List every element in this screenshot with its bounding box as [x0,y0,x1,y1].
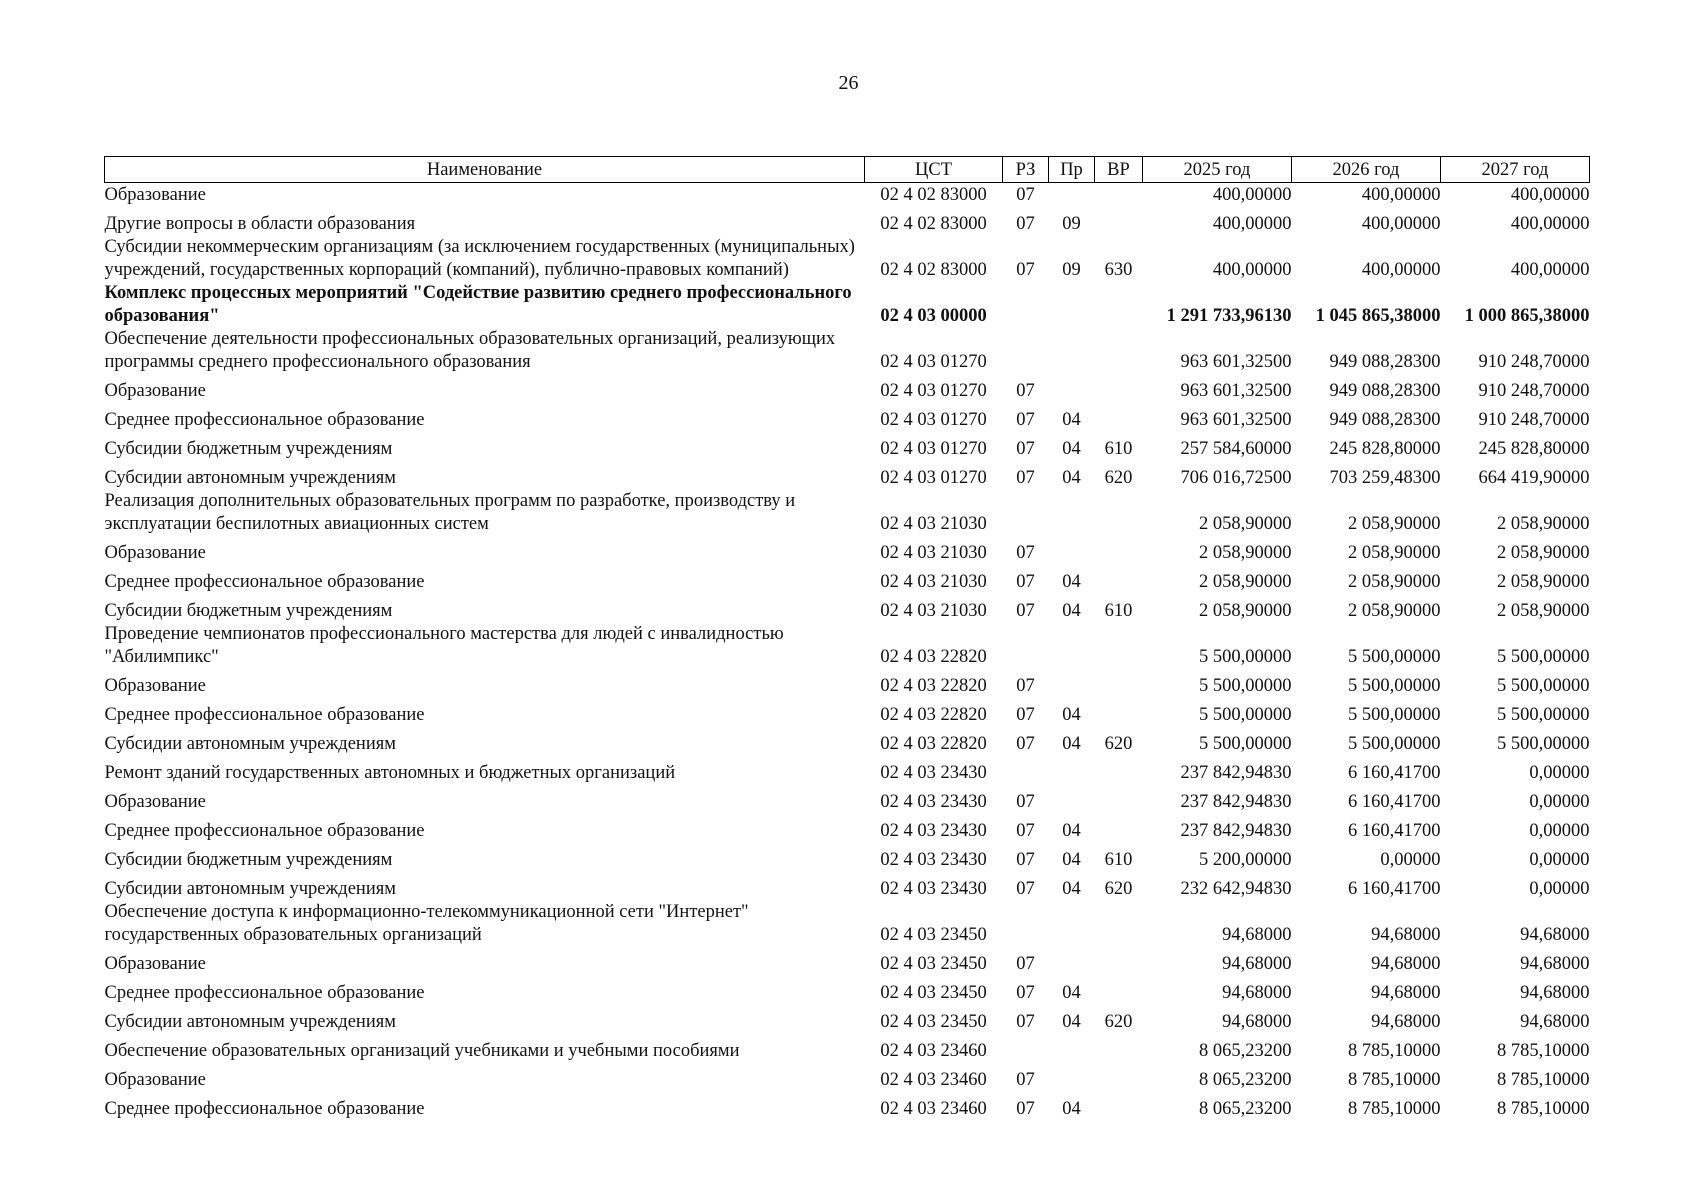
header-2026: 2026 год [1292,157,1441,183]
cell-cst: 02 4 03 23460 [880,1099,987,1119]
cell-vr [1095,374,1143,403]
cell-2026: 400,00000 [1361,185,1441,205]
header-name: Наименование [105,157,865,183]
cell-2026: 245 828,80000 [1329,439,1441,459]
cell-rz: 07 [1016,676,1035,696]
cell-rz: 07 [1016,821,1035,841]
cell-cst: 02 4 03 23430 [880,821,987,841]
cell-cst: 02 4 03 23430 [880,879,987,899]
cell-2027: 0,00000 [1529,879,1590,899]
cell-name: Среднее профессиональное образование [104,705,425,725]
cell-name: Среднее профессиональное образование [104,1099,425,1119]
cell-rz: 07 [1016,1099,1035,1119]
table-row [105,1063,1590,1092]
cell-2026: 6 160,41700 [1348,763,1441,783]
cell-name: Среднее профессиональное образование [104,410,425,430]
cell-pr: 04 [1062,821,1081,841]
budget-table [104,156,1590,1121]
table-row [105,976,1590,1005]
cell-2027: 1 000 865,38000 [1464,306,1590,326]
table-row [105,1005,1590,1034]
cell-name: Ремонт зданий государственных автономных и бюджетных организаций [104,763,676,783]
cell-2026: 400,00000 [1361,214,1441,234]
cell-2026: 5 500,00000 [1348,676,1441,696]
cell-rz [1003,756,1049,785]
cell-rz: 07 [1016,185,1035,205]
cell-rz: 07 [1016,439,1035,459]
cell-pr: 09 [1062,214,1081,234]
cell-pr [1049,282,1095,328]
cell-2027: 5 500,00000 [1497,647,1590,667]
cell-2027: 910 248,70000 [1478,381,1590,401]
cell-name: Среднее профессиональное образование [104,821,425,841]
table-body [105,183,1590,1122]
cell-vr: 610 [1104,439,1133,459]
cell-cst: 02 4 03 01270 [880,410,987,430]
header-vr: ВР [1095,157,1143,183]
cell-vr: 620 [1104,879,1133,899]
cell-2025: 94,68000 [1222,1012,1292,1032]
cell-pr: 04 [1062,1012,1081,1032]
cell-rz: 07 [1016,601,1035,621]
cell-2026: 2 058,90000 [1348,543,1441,563]
table-row [105,594,1590,623]
cell-2026: 949 088,28300 [1329,352,1441,372]
cell-2026: 94,68000 [1371,1012,1441,1032]
cell-2026: 400,00000 [1361,260,1441,280]
cell-vr [1095,785,1143,814]
cell-2025: 5 500,00000 [1199,647,1292,667]
cell-cst: 02 4 03 01270 [880,352,987,372]
cell-vr [1095,536,1143,565]
cell-cst: 02 4 03 01270 [880,439,987,459]
cell-2027: 94,68000 [1520,1012,1590,1032]
cell-2025: 1 291 733,96130 [1166,306,1292,326]
cell-name: Субсидии автономным учреждениям [104,879,396,899]
cell-vr [1095,901,1143,947]
cell-2027: 2 058,90000 [1497,543,1590,563]
table-row [105,461,1590,490]
cell-2025: 5 200,00000 [1199,850,1292,870]
table-row [105,785,1590,814]
cell-name: Субсидии бюджетным учреждениям [104,601,393,621]
cell-pr [1049,374,1095,403]
cell-2027: 2 058,90000 [1497,572,1590,592]
cell-vr [1095,698,1143,727]
cell-2026: 5 500,00000 [1348,705,1441,725]
cell-2025: 400,00000 [1212,214,1292,234]
cell-2027: 910 248,70000 [1478,410,1590,430]
cell-vr [1095,814,1143,843]
cell-2027: 94,68000 [1520,954,1590,974]
cell-rz: 07 [1016,1070,1035,1090]
cell-vr [1095,328,1143,374]
cell-2027: 5 500,00000 [1497,676,1590,696]
cell-rz: 07 [1016,850,1035,870]
cell-cst: 02 4 03 23450 [880,954,987,974]
cell-pr [1049,901,1095,947]
cell-vr: 610 [1104,850,1133,870]
cell-cst: 02 4 03 22820 [880,734,987,754]
cell-2025: 5 500,00000 [1199,734,1292,754]
cell-2025: 8 065,23200 [1199,1041,1292,1061]
table-row [105,536,1590,565]
cell-name: Обеспечение доступа к информационно-телекоммуникационной сети "Интернет" государственных образовательных организаций [104,902,749,945]
cell-pr [1049,756,1095,785]
cell-2026: 6 160,41700 [1348,879,1441,899]
cell-pr: 04 [1062,705,1081,725]
cell-vr [1095,403,1143,432]
cell-rz: 07 [1016,879,1035,899]
cell-pr: 04 [1062,850,1081,870]
cell-2026: 703 259,48300 [1329,468,1441,488]
cell-pr: 04 [1062,879,1081,899]
cell-rz: 07 [1016,381,1035,401]
cell-pr [1049,183,1095,208]
cell-rz: 07 [1016,954,1035,974]
cell-cst: 02 4 03 22820 [880,676,987,696]
cell-2026: 94,68000 [1371,954,1441,974]
cell-2026: 5 500,00000 [1348,734,1441,754]
cell-pr: 04 [1062,439,1081,459]
cell-2027: 5 500,00000 [1497,705,1590,725]
cell-2026: 6 160,41700 [1348,792,1441,812]
table-row [105,207,1590,236]
cell-cst: 02 4 03 23430 [880,850,987,870]
cell-name: Субсидии бюджетным учреждениям [104,850,393,870]
cell-name: Субсидии некоммерческим организациям (за исключением государственных (муниципальных) учреждений, государственных корпораций (компаний), публично-правовых компаний) [104,237,855,280]
cell-name: Обеспечение образовательных организаций учебниками и учебными пособиями [104,1041,740,1061]
cell-name: Проведение чемпионатов профессионального мастерства для людей с инвалидностью "Абилимпикс" [104,624,784,667]
cell-2027: 0,00000 [1529,821,1590,841]
cell-cst: 02 4 03 22820 [880,705,987,725]
cell-cst: 02 4 03 23430 [880,763,987,783]
cell-2025: 5 500,00000 [1199,676,1292,696]
table-row [105,1092,1590,1121]
cell-2027: 2 058,90000 [1497,514,1590,534]
cell-name: Образование [104,543,206,563]
cell-name: Образование [104,185,206,205]
cell-vr [1095,623,1143,669]
cell-rz: 07 [1016,983,1035,1003]
cell-cst: 02 4 03 21030 [880,572,987,592]
cell-name: Образование [104,792,206,812]
table-row [105,432,1590,461]
cell-vr [1095,947,1143,976]
cell-2026: 2 058,90000 [1348,514,1441,534]
cell-2027: 0,00000 [1529,792,1590,812]
cell-2026: 0,00000 [1380,850,1441,870]
table-row [105,282,1590,328]
cell-2026: 8 785,10000 [1348,1041,1441,1061]
cell-2025: 2 058,90000 [1199,514,1292,534]
cell-vr [1095,207,1143,236]
cell-rz [1003,282,1049,328]
cell-2025: 5 500,00000 [1199,705,1292,725]
cell-2026: 94,68000 [1371,925,1441,945]
cell-2025: 232 642,94830 [1180,879,1292,899]
cell-name: Субсидии автономным учреждениям [104,1012,396,1032]
table-row [105,814,1590,843]
table-row [105,1034,1590,1063]
cell-2025: 2 058,90000 [1199,572,1292,592]
cell-2026: 6 160,41700 [1348,821,1441,841]
cell-vr [1095,1092,1143,1121]
cell-vr [1095,1063,1143,1092]
cell-2027: 8 785,10000 [1497,1070,1590,1090]
cell-pr [1049,536,1095,565]
table-row [105,843,1590,872]
cell-name: Образование [104,381,206,401]
cell-2026: 5 500,00000 [1348,647,1441,667]
cell-pr [1049,1034,1095,1063]
cell-rz: 07 [1016,260,1035,280]
table-row [105,623,1590,669]
cell-pr [1049,785,1095,814]
cell-2025: 963 601,32500 [1180,410,1292,430]
cell-2025: 963 601,32500 [1180,352,1292,372]
cell-2025: 400,00000 [1212,185,1292,205]
cell-2026: 2 058,90000 [1348,601,1441,621]
cell-2025: 400,00000 [1212,260,1292,280]
cell-name: Среднее профессиональное образование [104,983,425,1003]
cell-2026: 8 785,10000 [1348,1099,1441,1119]
cell-vr: 610 [1104,601,1133,621]
cell-rz [1003,623,1049,669]
cell-cst: 02 4 03 21030 [880,543,987,563]
cell-2027: 94,68000 [1520,983,1590,1003]
cell-rz: 07 [1016,705,1035,725]
cell-2027: 8 785,10000 [1497,1099,1590,1119]
cell-rz: 07 [1016,572,1035,592]
page-number: 26 [838,72,859,94]
cell-cst: 02 4 03 23450 [880,925,987,945]
cell-name: Среднее профессиональное образование [104,572,425,592]
header-2027: 2027 год [1441,157,1590,183]
cell-pr: 04 [1062,468,1081,488]
cell-2025: 8 065,23200 [1199,1099,1292,1119]
cell-pr: 04 [1062,1099,1081,1119]
table-row [105,872,1590,901]
cell-cst: 02 4 03 23460 [880,1041,987,1061]
table-row [105,374,1590,403]
cell-cst: 02 4 03 21030 [880,601,987,621]
cell-2025: 237 842,94830 [1180,792,1292,812]
cell-cst: 02 4 03 23430 [880,792,987,812]
cell-2027: 400,00000 [1510,214,1590,234]
cell-name: Комплекс процессных мероприятий "Содействие развитию среднего профессионального образования" [104,283,852,326]
cell-cst: 02 4 02 83000 [880,260,987,280]
table-row [105,183,1590,208]
header-rz: РЗ [1003,157,1049,183]
cell-pr [1049,1063,1095,1092]
cell-rz [1003,328,1049,374]
cell-vr: 620 [1104,734,1133,754]
cell-2027: 8 785,10000 [1497,1041,1590,1061]
cell-pr [1049,947,1095,976]
cell-pr [1049,669,1095,698]
cell-cst: 02 4 03 01270 [880,468,987,488]
cell-2027: 400,00000 [1510,260,1590,280]
cell-pr [1049,490,1095,536]
table-row [105,947,1590,976]
cell-rz [1003,490,1049,536]
cell-2026: 1 045 865,38000 [1315,306,1441,326]
cell-pr: 04 [1062,572,1081,592]
cell-2025: 706 016,72500 [1180,468,1292,488]
cell-rz [1003,1034,1049,1063]
cell-vr [1095,669,1143,698]
cell-rz: 07 [1016,543,1035,563]
header-pr: Пр [1049,157,1095,183]
cell-name: Другие вопросы в области образования [104,214,416,234]
cell-2025: 94,68000 [1222,925,1292,945]
table-row [105,403,1590,432]
cell-2027: 5 500,00000 [1497,734,1590,754]
cell-2027: 0,00000 [1529,763,1590,783]
cell-pr [1049,328,1095,374]
cell-2026: 94,68000 [1371,983,1441,1003]
cell-cst: 02 4 03 00000 [880,306,987,326]
cell-pr: 04 [1062,734,1081,754]
table-row [105,756,1590,785]
cell-pr: 09 [1062,260,1081,280]
cell-vr [1095,490,1143,536]
table-row [105,698,1590,727]
cell-rz: 07 [1016,1012,1035,1032]
cell-cst: 02 4 02 83000 [880,214,987,234]
cell-pr: 04 [1062,601,1081,621]
header-2025: 2025 год [1143,157,1292,183]
cell-name: Образование [104,954,206,974]
cell-rz: 07 [1016,734,1035,754]
cell-vr [1095,565,1143,594]
cell-2026: 949 088,28300 [1329,410,1441,430]
cell-cst: 02 4 03 23460 [880,1070,987,1090]
cell-name: Образование [104,676,206,696]
cell-vr [1095,976,1143,1005]
cell-2027: 910 248,70000 [1478,352,1590,372]
cell-rz [1003,901,1049,947]
cell-2025: 8 065,23200 [1199,1070,1292,1090]
cell-2027: 94,68000 [1520,925,1590,945]
cell-2025: 257 584,60000 [1180,439,1292,459]
cell-2027: 664 419,90000 [1478,468,1590,488]
cell-cst: 02 4 02 83000 [880,185,987,205]
header-cst: ЦСТ [865,157,1003,183]
cell-name: Обеспечение деятельности профессиональных образовательных организаций, реализующих программы среднего профессионального образования [104,329,836,372]
cell-vr [1095,1034,1143,1063]
table-row [105,328,1590,374]
table-header [105,157,1590,183]
cell-2026: 2 058,90000 [1348,572,1441,592]
cell-2027: 0,00000 [1529,850,1590,870]
cell-2025: 963 601,32500 [1180,381,1292,401]
cell-2025: 2 058,90000 [1199,601,1292,621]
cell-vr [1095,282,1143,328]
cell-2026: 8 785,10000 [1348,1070,1441,1090]
cell-pr [1049,623,1095,669]
cell-vr: 620 [1104,1012,1133,1032]
table-row [105,236,1590,282]
cell-pr: 04 [1062,410,1081,430]
table-row [105,727,1590,756]
cell-2026: 949 088,28300 [1329,381,1441,401]
cell-2027: 400,00000 [1510,185,1590,205]
cell-vr [1095,756,1143,785]
table-row [105,565,1590,594]
cell-2025: 94,68000 [1222,983,1292,1003]
cell-name: Субсидии автономным учреждениям [104,468,396,488]
cell-name: Реализация дополнительных образовательных программ по разработке, производству и эксплуатации беспилотных авиационных систем [104,491,796,534]
cell-vr: 620 [1104,468,1133,488]
cell-vr [1095,183,1143,208]
cell-cst: 02 4 03 23450 [880,983,987,1003]
cell-2027: 245 828,80000 [1478,439,1590,459]
cell-cst: 02 4 03 23450 [880,1012,987,1032]
cell-name: Субсидии автономным учреждениям [104,734,396,754]
cell-name: Образование [104,1070,206,1090]
cell-pr: 04 [1062,983,1081,1003]
cell-cst: 02 4 03 21030 [880,514,987,534]
cell-2027: 2 058,90000 [1497,601,1590,621]
table-row [105,669,1590,698]
cell-2025: 94,68000 [1222,954,1292,974]
cell-2025: 2 058,90000 [1199,543,1292,563]
cell-name: Субсидии бюджетным учреждениям [104,439,393,459]
cell-vr: 630 [1104,260,1133,280]
cell-rz: 07 [1016,792,1035,812]
cell-2025: 237 842,94830 [1180,763,1292,783]
cell-cst: 02 4 03 01270 [880,381,987,401]
table-row [105,901,1590,947]
cell-rz: 07 [1016,214,1035,234]
cell-2025: 237 842,94830 [1180,821,1292,841]
table-row [105,490,1590,536]
cell-cst: 02 4 03 22820 [880,647,987,667]
cell-rz: 07 [1016,410,1035,430]
cell-rz: 07 [1016,468,1035,488]
